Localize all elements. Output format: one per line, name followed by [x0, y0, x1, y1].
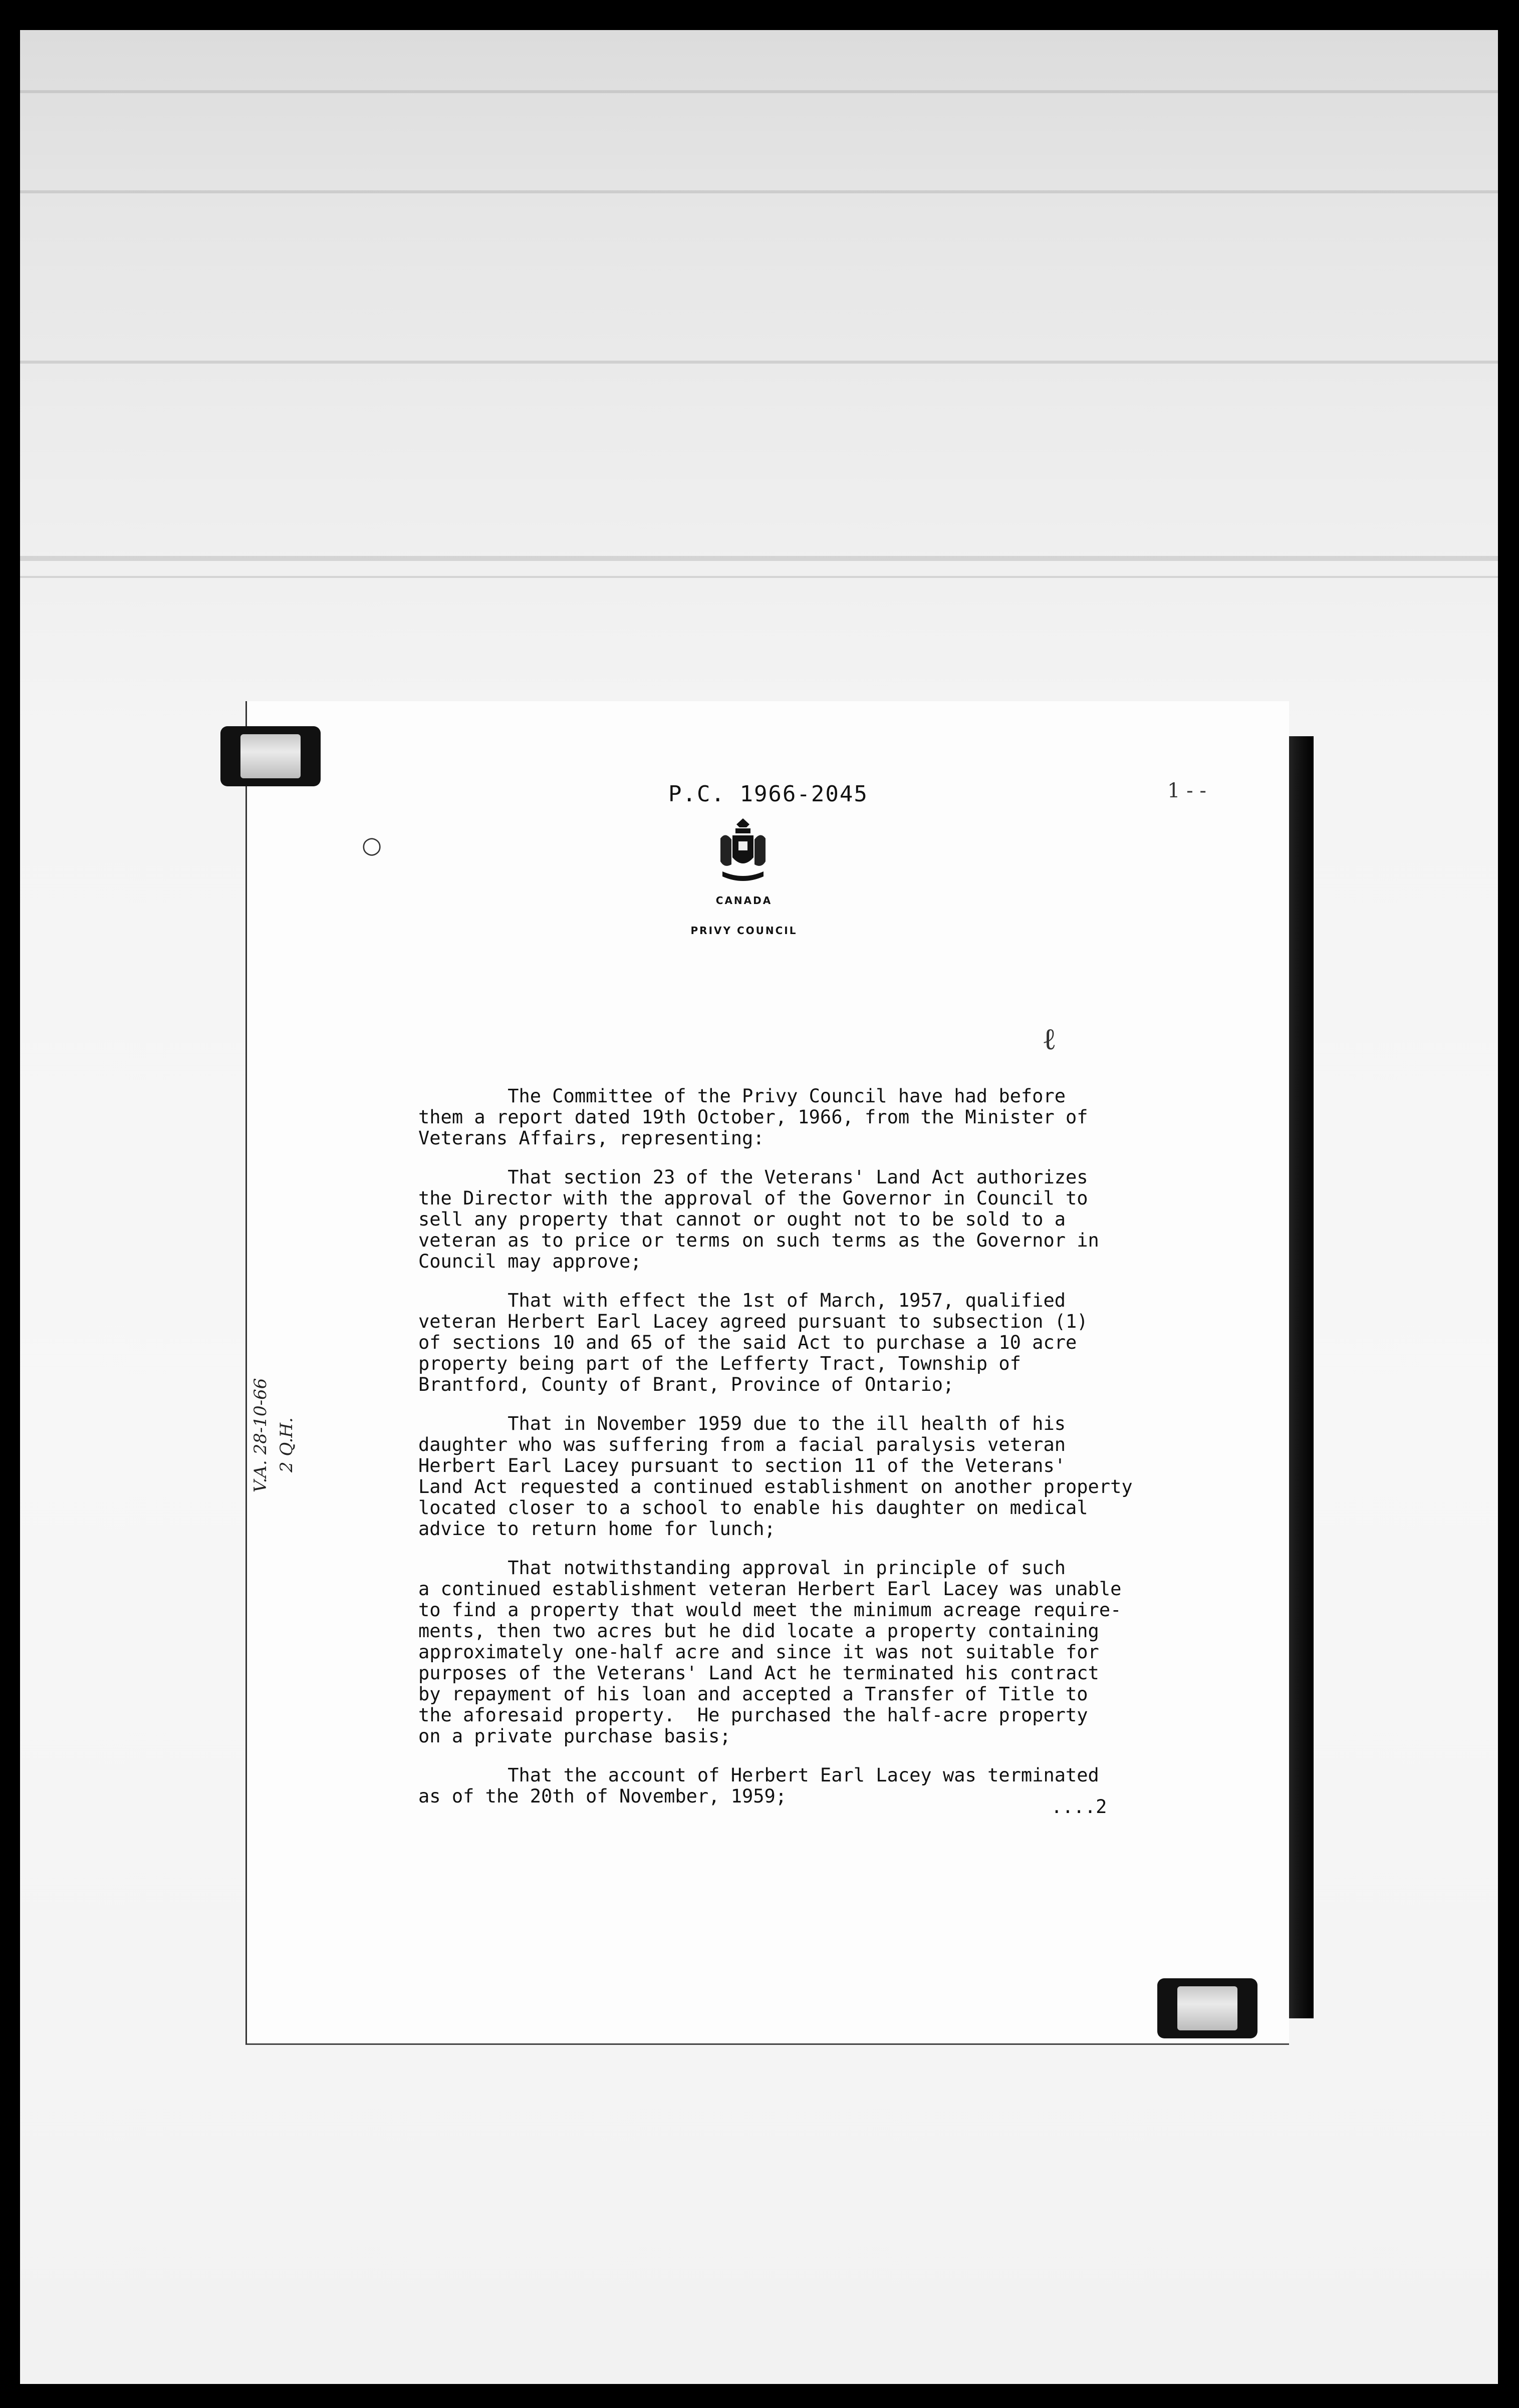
paragraph-establishment: That notwithstanding approval in principle of such a continued establishment veteran Herbert Earl Lacey was unable to find a property that would meet the minimum acreage require- ments, then two acres but he did locate a property containing approximately one-half acre and since it was not suitable for purposes of the Veterans' Land Act he terminated his contract by repayment of his loan and accepted a Transfer of Title to the aforesaid property. He purchased the half-acre property on a private purchase basis; — [418, 1557, 1122, 1747]
margin-note-line-2: 2 Q.H. — [277, 1417, 297, 1472]
bottom-right-clip — [1157, 1978, 1257, 2038]
paragraph-ill-health: That in November 1959 due to the ill health of his daughter who was suffering from a facial paralysis veteran Herbert Earl Lacey pursuant to section 11 of the Veterans' Land Act requested a continued establishment on another property located closer to a school to enable his daughter on medical advice to return home for lunch; — [418, 1413, 1133, 1540]
check-mark: ℓ — [1042, 1022, 1057, 1057]
scan-streak — [20, 576, 1498, 578]
coat-of-arms-icon — [715, 816, 771, 886]
order-number: P.C. 1966-2045 — [668, 781, 868, 807]
office-label: PRIVY COUNCIL — [690, 925, 798, 937]
crest-label: CANADA — [715, 894, 773, 907]
scan-streak — [20, 361, 1498, 364]
paragraph-section-23: That section 23 of the Veterans' Land Act authorizes the Director with the approval of the Governor in Council to sell any property that cannot or ought not to be sold to a veteran as to price or terms on such terms as the Governor in Council may approve; — [418, 1166, 1099, 1272]
ring-mark: ○ — [362, 831, 382, 858]
order-body — [418, 1086, 1210, 1825]
page-continuation: ....2 — [1051, 1796, 1107, 1818]
paragraph-termination: That the account of Herbert Earl Lacey was terminated as of the 20th of November, 1959; — [418, 1764, 1099, 1807]
margin-note — [250, 1282, 301, 1492]
paragraph-intro: The Committee of the Privy Council have had before them a report dated 19th October, 1966, from the Minister of Veterans Affairs, representing: — [418, 1085, 1088, 1149]
paragraph-agreement: That with effect the 1st of March, 1957, qualified veteran Herbert Earl Lacey agreed pursuant to subsection (1) of sections 10 and 65 of the said Act to purchase a 10 acre property being part of the Lefferty Tract, Township of Brantford, County of Brant, Province of Ontario; — [418, 1290, 1088, 1395]
clip-plate — [240, 734, 301, 778]
top-left-clip — [220, 726, 321, 786]
scan-streak — [20, 90, 1498, 93]
clip-plate — [1177, 1986, 1237, 2030]
margin-note-line-1: V.A. 28-10-66 — [250, 1378, 271, 1492]
corner-mark: 1 - - — [1167, 779, 1206, 802]
scan-streak — [20, 190, 1498, 193]
scan-streak — [20, 556, 1498, 561]
